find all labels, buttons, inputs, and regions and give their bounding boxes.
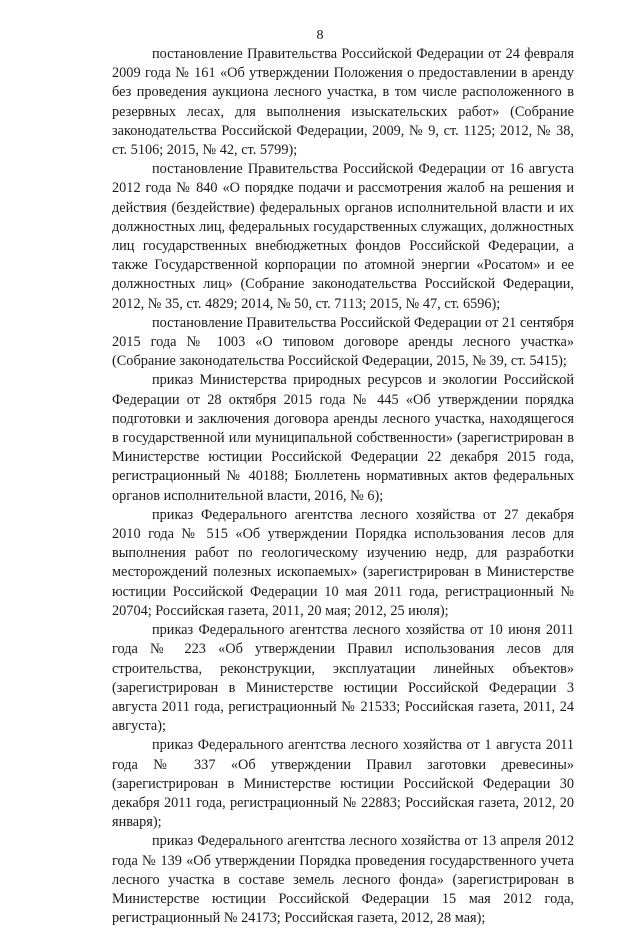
paragraph: приказ Федерального агентства лесного хозяйства от 27 декабря 2010 года № 515 «Об утверждении Порядка использования лесов для выполнения работ по геологическому изучению недр, для разработки месторождений полезных ископаемых» (зарегистрирован в Министерстве юстиции Российской Федерации 10 мая 2011 года, регистрационный № 20704; Российская газета, 2011, 20 мая; 2012, 25 июля);: [112, 506, 574, 619]
paragraph: постановление Правительства Российской Федерации от 24 февраля 2009 года № 161 «Об утверждении Положения о предоставлении в аренду без проведения аукциона лесного участка, в том числе расположенного в резервных лесах, для выполнения изыскательских работ» (Собрание законодательства Российской Федерации, 2009, № 9, ст. 1125; 2012, № 38, ст. 5106; 2015, № 42, ст. 5799);: [112, 46, 574, 159]
paragraph: приказ Федерального агентства лесного хозяйства от 10 июня 2011 года № 223 «Об утверждении Правил использования лесов для строительства, реконструкции, эксплуатации линейных объектов» (зарегистрирован в Министерстве юстиции Российской Федерации 3 августа 2011 года, регистрационный № 21533; Российская газета, 2011, 24 августа);: [112, 622, 574, 735]
paragraph: приказ Федерального агентства лесного хозяйства от 1 августа 2011 года № 337 «Об утверждении Правил заготовки древесины» (зарегистрирован в Министерстве юстиции Российской Федерации 30 декабря 2011 года, регистрационный № 22883; Российская газета, 2012, 20 января);: [112, 737, 574, 831]
paragraph: постановление Правительства Российской Федерации от 21 сентября 2015 года № 1003 «О типовом договоре аренды лесного участка» (Собрание законодательства Российской Федерации, 2015, № 39, ст. 5415);: [112, 314, 574, 370]
paragraph: постановление Правительства Российской Федерации от 16 августа 2012 года № 840 «О порядке подачи и рассмотрения жалоб на решения и действия (бездействие) федеральных органов исполнительной власти и их должностных лиц, федеральных государственных служащих, должностных лиц государственных внебюджетных фондов Российской Федерации, а также Государственной корпорации по атомной энергии «Росатом» и ее должностных лиц» (Собрание законодательства Российской Федерации, 2012, № 35, ст. 4829; 2014, № 50, ст. 7113; 2015, № 47, ст. 6596);: [112, 161, 574, 312]
document-body: [112, 45, 574, 928]
paragraph: приказ Федерального агентства лесного хозяйства от 13 апреля 2012 года № 139 «Об утверждении Порядка проведения государственного учета лесного участка в составе земель лесного фонда» (зарегистрирован в Министерстве юстиции Российской Федерации 15 мая 2012 года, регистрационный № 24173; Российская газета, 2012, 28 мая);: [112, 833, 574, 927]
paragraph: приказ Министерства природных ресурсов и экологии Российской Федерации от 28 октября 2015 года № 445 «Об утверждении порядка подготовки и заключения договора аренды лесного участка, находящегося в государственной или муниципальной собственности» (зарегистрирован в Министерстве юстиции Российской Федерации 22 декабря 2015 года, регистрационный № 40188; Бюллетень нормативных актов федеральных органов исполнительной власти, 2016, № 6);: [112, 372, 574, 504]
page-number: 8: [316, 28, 324, 43]
